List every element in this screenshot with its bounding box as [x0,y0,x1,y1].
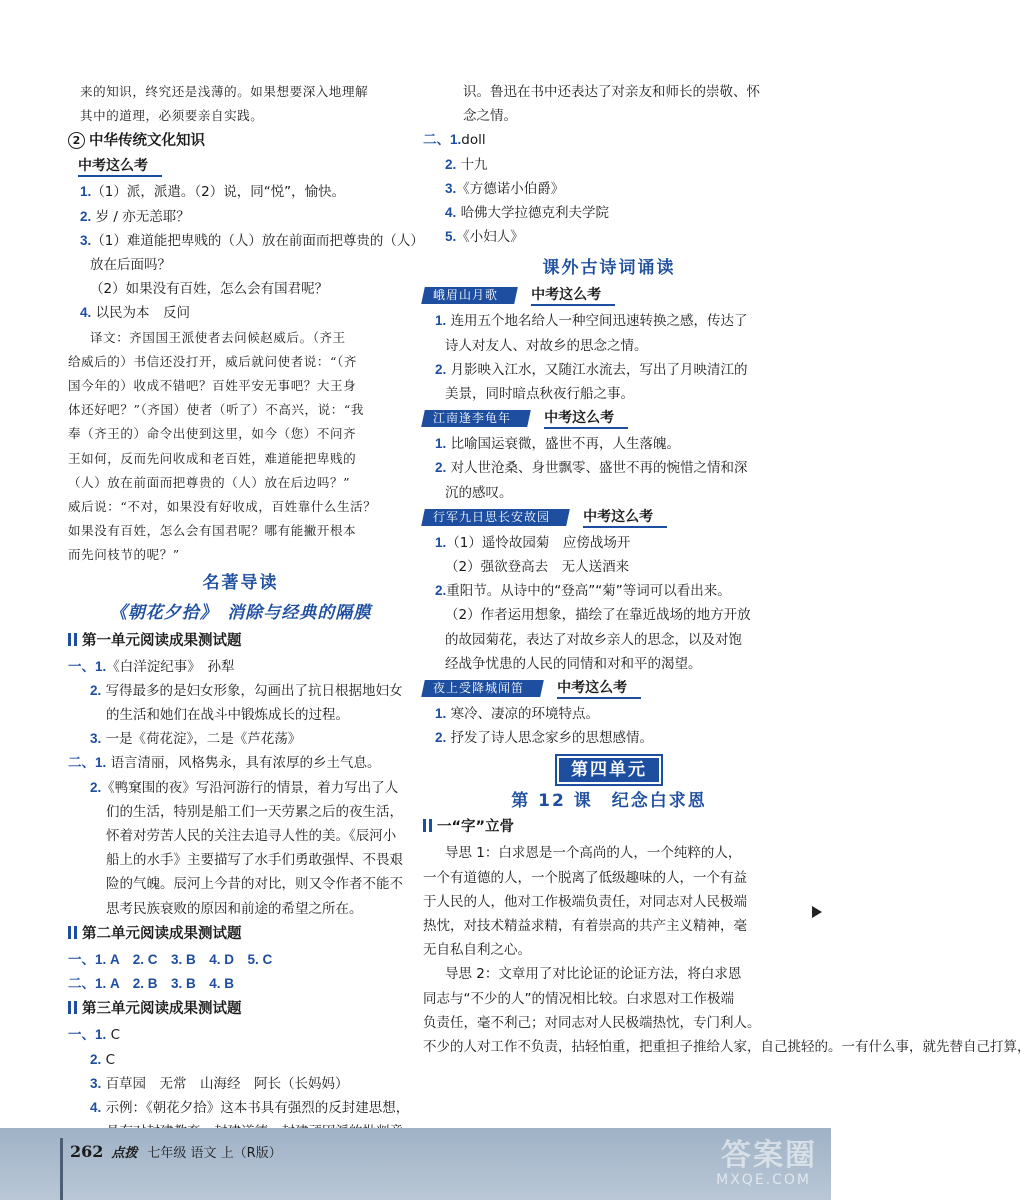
daosi-line: 热忱，对技术精益求精，有着崇高的共产主义精神，毫 [423,918,747,935]
answer-item: 二、1. 语言清丽，风格隽永，具有浓厚的乡土气息。 [68,755,381,772]
daosi-line: 不少的人对工作不负责，拈轻怕重，把重担子推给人家，自己挑轻的。一有什么事，就先替自己打算， [423,1039,1031,1056]
poem-title-tag: 行军九日思长安故园 [421,509,570,526]
footer-divider [60,1138,63,1200]
intro-line: 来的知识，终究还是浅薄的。如果想要深入地理解 [80,84,369,99]
translation-line: 给威后的）书信还没打开，威后就问使者说：“（齐 [68,353,357,369]
answer-item: 2. 月影映入江水，又随江水流去，写出了月映清江的 [435,361,748,378]
answer-item-cont: 险的气魄。辰河上今昔的对比，则又令作者不能不 [106,876,403,893]
translation-line: 如果没有百姓，怎么会有国君呢？哪有能撇开根本 [68,523,357,539]
answer-item: 一、1. C [68,1027,120,1044]
daosi-line: 无自私自利之心。 [423,942,531,959]
answer-item-cont: 放在后面吗？ [90,257,171,274]
intro-line: 识。鲁迅在书中还表达了对亲友和师长的崇敬、怀 [463,84,760,100]
answer-item: 1.（1）派，派遣。（2）说，同“悦”，愉快。 [80,184,346,201]
translation-line: 译文：齐国国王派使者去问候赵威后。（齐王 [90,329,346,345]
lesson-title: 第 12 课 纪念白求恩 [511,791,707,812]
double-bar-icon [68,926,77,939]
daosi-line: 导思 2：文章用了对比论证的论证方法，将白求恩 [445,966,742,983]
answer-item-cont: （2）如果没有百姓，怎么会有国君呢？ [90,281,329,298]
left-column [68,80,424,1144]
answer-item-cont: 们的生活，特别是船工们一天劳累之后的夜生活， [106,803,403,820]
answer-item: 2. 十九 [445,156,488,173]
right-column [423,80,1031,1059]
answer-item: 2. C [90,1051,115,1068]
answer-item: 2. 抒发了诗人思念家乡的思想感情。 [435,730,654,747]
watermark-url: MXQE.COM [716,1172,811,1188]
yizi-heading: 一“字”立骨 [423,814,795,841]
answer-item: 2.重阳节。从诗中的“登高”“菊”等词可以看出来。 [435,583,731,600]
daosi-line: 一个有道德的人，一个脱离了低级趣味的人，一个有益 [423,869,747,886]
translation-line: 奉（齐王的）命令出使到这里，如今（您）不问齐 [68,426,357,442]
answer-item: 3.《方德诺小伯爵》 [445,180,565,197]
answer-item: 4. 示例：《朝花夕拾》这本书具有强烈的反封建思想， [90,1099,410,1116]
page-footer [0,1128,831,1200]
footer-text [70,1142,282,1161]
unit-test-heading: 第二单元阅读成果测试题 [68,921,413,948]
translation-line: 威后说：“不对，如果没有好收成，百姓靠什么生活？ [68,499,377,515]
answer-item-cont: 经战争忧患的人民的同情和对和平的渴望。 [445,655,702,672]
answer-item-cont: 船上的水手》主要描写了水手们勇敢强悍、不畏艰 [106,852,403,869]
brand-logo: 点拨 [111,1146,138,1161]
number-badge: 2 [68,132,85,149]
answer-item: 5.《小妇人》 [445,229,524,246]
answer-item: 一、1. A 2. C 3. B 4. D 5. C [68,951,273,967]
watermark-logo: 答案圈 [721,1138,817,1173]
unit-test-heading: 第一单元阅读成果测试题 [68,628,413,655]
zhongkao-label: 中考这么考 [557,679,641,699]
unit-four-banner: 第四单元 [423,754,795,786]
answer-item-cont: 的生活和她们在战斗中锻炼成长的过程。 [106,707,349,724]
answer-item: 1.（1）遥怜故园菊 应傍战场开 [435,534,631,551]
answer-item: 4. 以民为本 反问 [80,305,191,322]
daosi-line: 于人民的人，他对工作极端负责任，对同志对人民极端 [423,893,747,910]
mingzhu-heading: 名著导读 [202,572,279,593]
daosi-line: 导思 1：白求恩是一个高尚的人，一个纯粹的人， [445,845,742,862]
answer-item: 2. 对人世沧桑、身世飘零、盛世不再的惋惜之情和深 [435,460,748,477]
page-turn-arrow-icon [812,906,822,918]
answer-item-cont: （2）作者运用想象，描绘了在靠近战场的地方开放 [445,607,751,624]
zhongkao-label: 中考这么考 [78,157,162,177]
answer-item: 3. 一是《荷花淀》，二是《芦花荡》 [90,731,302,748]
section-heading-culture: 2 中华传统文化知识 [68,128,413,154]
answer-item: 1. 寒冷、凄凉的环境特点。 [435,706,600,723]
unit-test-heading: 第三单元阅读成果测试题 [68,996,413,1023]
answer-item-cont: 诗人对友人、对故乡的思念之情。 [445,337,648,354]
intro-line: 念之情。 [463,108,517,125]
intro-line: 其中的道理，必须要亲自实践。 [80,108,264,124]
answer-item-cont: 怀着对劳苦人民的关注去追寻人性的美。《辰河小 [106,828,397,845]
answer-item: 3. 百草园 无常 山海经 阿长（长妈妈） [90,1075,349,1092]
double-bar-icon [68,1001,77,1014]
answer-item-cont: 的故园菊花，表达了对故乡亲人的思念，以及对饱 [445,631,742,648]
translation-line: 国今年的）收成不错吧？百姓平安无事吧？大王身 [68,378,357,394]
poem-title-tag: 江南逢李龟年 [421,410,531,427]
answer-item: 二、1. A 2. B 3. B 4. B [68,976,235,992]
book-title: 《朝花夕拾》 消除与经典的隔膜 [109,602,372,623]
answer-item-cont: 沉的感叹。 [445,484,513,501]
zhongkao-label: 中考这么考 [583,508,667,528]
answer-item-cont: （2）强欲登高去 无人送酒来 [445,559,630,576]
answer-item: 二、1.doll [423,132,486,149]
poem-title-tag: 峨眉山月歌 [421,287,518,304]
answer-item: 1. 比喻国运衰微，盛世不再，人生落魄。 [435,436,681,453]
answer-item: 3.（1）难道能把卑贱的（人）放在前面而把尊贵的（人） [80,232,424,249]
answer-item: 2.《鸭窠围的夜》写沿河游行的情景，着力写出了人 [90,779,399,796]
answer-item: 1. 连用五个地名给人一种空间迅速转换之感，传达了 [435,313,748,330]
zhongkao-label: 中考这么考 [544,409,628,429]
double-bar-icon [68,633,77,646]
answer-item: 一、1.《白洋淀纪事》 孙犁 [68,658,235,675]
daosi-line: 同志与“不少的人”的情况相比较。白求恩对工作极端 [423,990,734,1007]
daosi-line: 负责任，毫不利己；对同志对人民极端热忱，专门利人。 [423,1014,761,1031]
translation-line: 王如何，反而先问收成和老百姓，难道能把卑贱的 [68,450,357,466]
zhongkao-label: 中考这么考 [531,286,615,306]
answer-item-cont: 思考民族衰败的原因和前途的希望之所在。 [106,900,363,917]
answer-item: 2. 岁 / 亦无恙耶？ [80,208,190,225]
translation-line: 而先问枝节的呢？” [68,547,180,563]
double-bar-icon [423,819,432,832]
answer-item: 4. 哈佛大学拉德克利夫学院 [445,205,610,222]
translation-line: 体还好吧？”（齐国）使者（听了）不高兴，说：“我 [68,402,364,418]
poem-title-tag: 夜上受降城闻笛 [421,680,544,697]
extra-poems-heading: 课外古诗词诵读 [542,258,676,279]
answer-item-cont: 美景，同时暗点秋夜行船之事。 [445,386,634,403]
answer-item: 2. 写得最多的是妇女形象，勾画出了抗日根据地妇女 [90,682,403,699]
page-number: 262 [70,1142,104,1161]
book-info: 七年级 语文 上（R版） [147,1146,282,1161]
translation-line: （人）放在前面而把尊贵的（人）放在后边吗？” [68,474,351,490]
